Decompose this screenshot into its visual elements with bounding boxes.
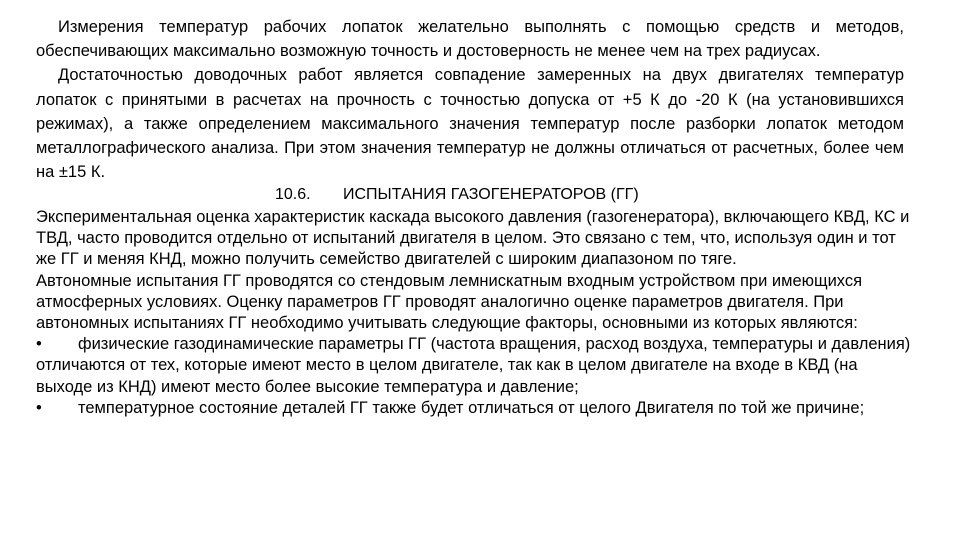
section-paragraph-1: Экспериментальная оценка характеристик каскада высокого давления (газогенератора), включающего КВД, КС и ТВД, часто проводится отдельно от испытаний двигателя в целом. Это связано с тем, что, используя один и тот же ГГ и меняя КНД, можно получить семейство двигателей с широким диапазоном по тяге. (36, 208, 910, 269)
intro-block (36, 15, 904, 184)
list-item (36, 334, 916, 398)
list-item (36, 398, 916, 419)
list-item-text: температурное состояние деталей ГГ также будет отличаться от целого Двигателя по той же причине; (78, 398, 865, 417)
list-item-text: физические газодинамические параметры ГГ (частота вращения, расход воздуха, температуры и давления) отличаются от тех, которые имеют место в целом двигателе, так как в целом двигателе на входе в КВД (на выходе из КНД) имеют место более высокие температура и давление; (36, 335, 911, 396)
section-title: ИСПЫТАНИЯ ГАЗОГЕНЕРАТОРОВ (ГГ) (343, 186, 639, 203)
intro-paragraph-1: Измерения температур рабочих лопаток желательно выполнять с помощью средств и методов, обеспечивающих максимально возможную точность и достоверность не менее чем на трех радиусах. (36, 18, 904, 61)
section-heading (275, 185, 639, 205)
section-body (36, 207, 916, 419)
section-paragraph-2: Автономные испытания ГГ проводятся со стендовым лемнискатным входным устройством при имеющихся атмосферных условиях. Оценку параметров ГГ проводят аналогично оценке параметров двигателя. При автономных испытаниях ГГ необходимо учитывать следующие факторы, основными из которых являются: (36, 271, 863, 333)
intro-paragraph-2: Достаточностью доводочных работ является совпадение замеренных на двух двигателях температур лопаток с принятыми в расчетах на прочность с точностью допуска от +5 К до -20 К (на установившихся режимах), а также определением максимального значения температур после разборки лопаток методом металлографического анализа. При этом значения температур не должны отличаться от расчетных, более чем на ±15 К. (36, 66, 904, 182)
bullet-marker: • (36, 398, 42, 417)
section-number: 10.6. (275, 186, 311, 203)
bullet-marker: • (36, 335, 42, 354)
